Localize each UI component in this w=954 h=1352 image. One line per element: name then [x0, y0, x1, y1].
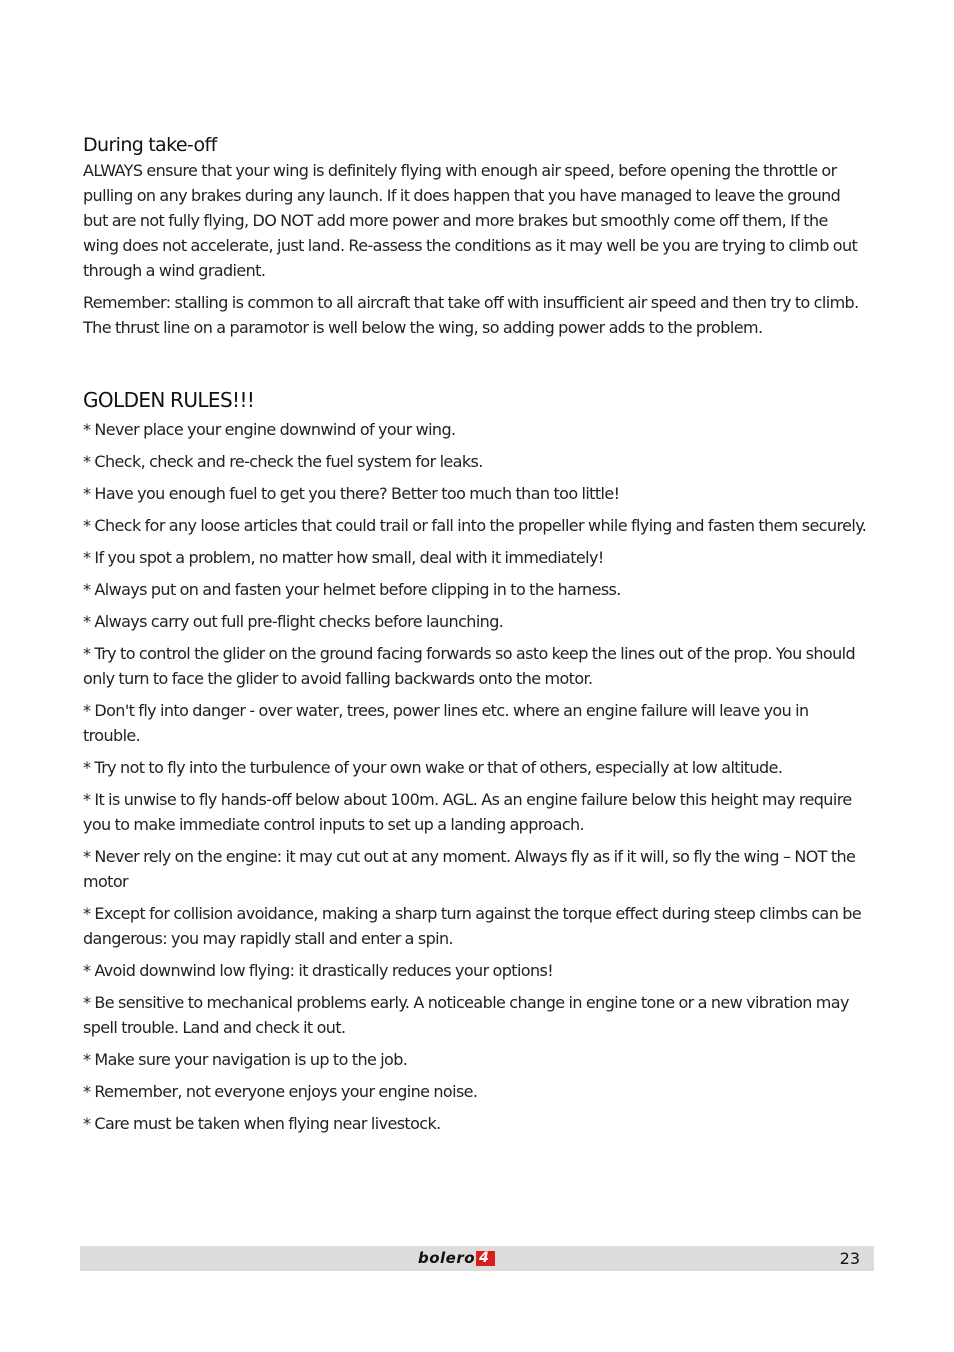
rule-item: * Be sensitive to mechanical problems early. A noticeable change in engine tone or a new vibration may spell trouble. Land and check it out. [83, 993, 849, 1037]
takeoff-paragraph: Remember: stalling is common to all aircraft that take off with insufficient air speed and then try to climb. The thrust line on a paramotor is well below the wing, so adding power adds to the problem. [83, 293, 859, 337]
rule-item: * Care must be taken when flying near livestock. [83, 1114, 441, 1133]
page-content [83, 133, 867, 1143]
takeoff-heading: During take-off [83, 134, 217, 156]
rule-item: * Except for collision avoidance, making a sharp turn against the torque effect during steep climbs can be dangerous: you may rapidly stall and enter a spin. [83, 904, 862, 948]
rule-item: * Try not to fly into the turbulence of your own wake or that of others, especially at low altitude. [83, 758, 783, 777]
rule-item: * Always carry out full pre-flight checks before launching. [83, 612, 504, 631]
rule-item: * Avoid downwind low flying: it drastically reduces your options! [83, 961, 554, 980]
page-number: 23 [839, 1249, 860, 1268]
golden-rules-list [83, 417, 867, 1136]
rule-item: * It is unwise to fly hands-off below about 100m. AGL. As an engine failure below this height may require you to make immediate control inputs to set up a landing approach. [83, 790, 852, 834]
rule-item: * Make sure your navigation is up to the job. [83, 1050, 408, 1069]
rule-item: * Don't fly into danger - over water, trees, power lines etc. where an engine failure will leave you in trouble. [83, 701, 809, 745]
rule-item: * Check, check and re-check the fuel system for leaks. [83, 452, 483, 471]
bolero-logo [418, 1251, 526, 1266]
rule-item: * Never place your engine downwind of your wing. [83, 420, 456, 439]
rule-item: * Have you enough fuel to get you there? Better too much than too little! [83, 484, 620, 503]
golden-rules-heading: GOLDEN RULES!!! [83, 388, 255, 412]
logo-text: bolero [418, 1249, 476, 1267]
page-footer [80, 1246, 874, 1271]
rule-item: * Check for any loose articles that could trail or fall into the propeller while flying and fasten them securely. [83, 516, 867, 535]
rule-item: * Always put on and fasten your helmet before clipping in to the harness. [83, 580, 621, 599]
rule-item: * Never rely on the engine: it may cut out at any moment. Always fly as if it will, so fly the wing – NOT the motor [83, 847, 856, 891]
rule-item: * Try to control the glider on the ground facing forwards so asto keep the lines out of the prop. You should only turn to face the glider to avoid falling backwards onto the motor. [83, 644, 856, 688]
rule-item: * If you spot a problem, no matter how small, deal with it immediately! [83, 548, 604, 567]
logo-number: 4 [476, 1251, 495, 1266]
rule-item: * Remember, not everyone enjoys your engine noise. [83, 1082, 478, 1101]
takeoff-paragraph: ALWAYS ensure that your wing is definitely flying with enough air speed, before opening the throttle or pulling on any brakes during any launch. If it does happen that you have managed to leave the ground but are not fully flying, DO NOT add more power and more brakes but smoothly come off them, If the wing does not accelerate, just land. Re-assess the conditions as it may well be you are trying to climb out through a wind gradient. [83, 161, 858, 280]
